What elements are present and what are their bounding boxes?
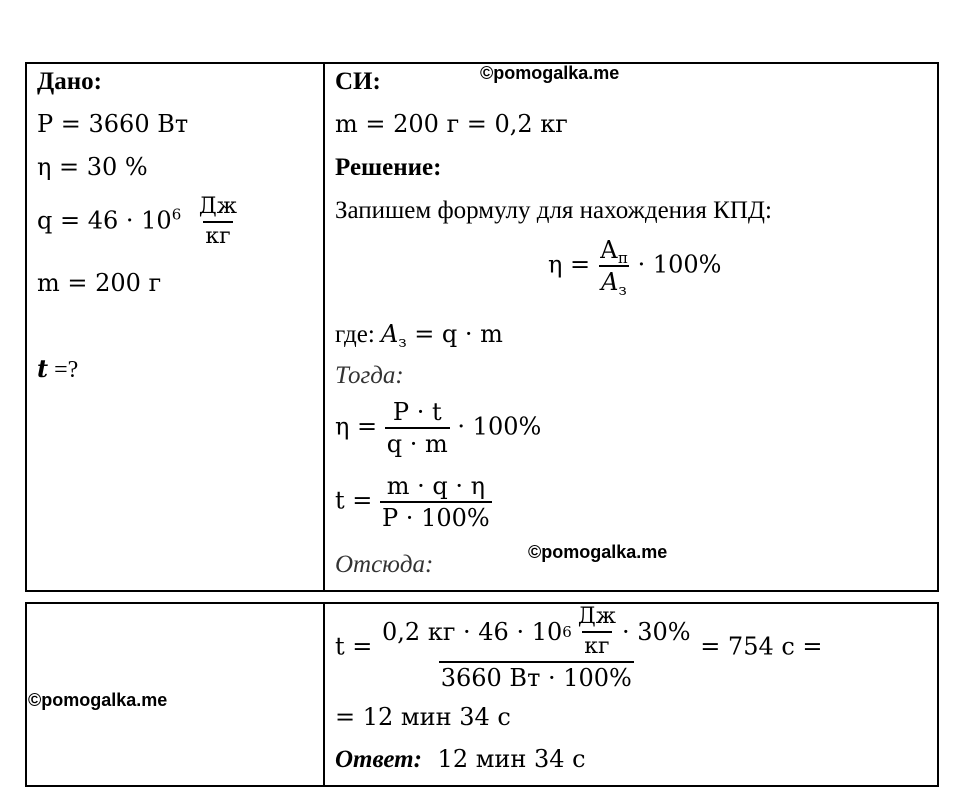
- f1-lhs: η =: [548, 250, 591, 279]
- f2-numerator: P · t: [392, 398, 442, 426]
- given-q-unit-num: Дж: [198, 194, 238, 219]
- formula-efficiency-expanded: [335, 400, 541, 456]
- calc-lhs: t =: [335, 632, 373, 661]
- where-symbol: A: [381, 320, 399, 348]
- given-q-lhs: q = 46 · 10: [37, 206, 172, 235]
- f3-fraction: [380, 474, 492, 530]
- where-rhs: = q · m: [406, 320, 503, 348]
- solution-intro: Запишем формулу для нахождения КПД:: [335, 197, 772, 224]
- bottom-table-divider: [323, 602, 325, 787]
- calc-rhs: = 754 с =: [700, 632, 823, 661]
- calc-fraction: [380, 606, 693, 690]
- answer-value: 12 мин 34 с: [437, 745, 586, 773]
- given-unknown-var: t: [37, 354, 49, 383]
- hence-label: Отсюда:: [335, 551, 434, 578]
- f2-fraction: [385, 400, 450, 456]
- formula-time: [335, 474, 492, 530]
- given-unknown-rest: =?: [48, 357, 79, 383]
- given-q-unit: [197, 196, 239, 248]
- where-label: где:: [335, 321, 382, 348]
- calc-line2: = 12 мин 34 с: [335, 703, 511, 731]
- f1-denominator: $A_з$: [599, 265, 629, 294]
- then-label: Тогда:: [335, 362, 404, 389]
- given-q-exponent: 6: [171, 205, 182, 224]
- si-mass: m = 200 г = 0,2 кг: [335, 110, 568, 138]
- top-table-divider: [323, 62, 325, 592]
- answer-line: [335, 747, 586, 772]
- calc-denominator: 3660 Вт · 100%: [439, 661, 634, 690]
- calc-formula: [335, 606, 823, 690]
- watermark-bottom-left: ©pomogalka.me: [28, 690, 168, 710]
- f3-denominator: P · 100%: [380, 501, 492, 530]
- f2-rhs: · 100%: [457, 412, 542, 441]
- f1-numerator: $А_п$: [599, 236, 628, 267]
- f1-rhs: · 100%: [637, 250, 722, 279]
- si-heading: СИ:: [335, 68, 381, 95]
- given-efficiency: η = 30 %: [37, 153, 148, 181]
- watermark-middle: ©pomogalka.me: [528, 542, 668, 562]
- answer-label: Ответ:: [335, 746, 422, 773]
- calc-numerator: 0,2 кг · 46 · 10 6 $\frac{Дж}{кг}$ · 30%: [382, 604, 691, 659]
- given-mass: m = 200 г: [37, 269, 162, 297]
- watermark-top: ©pomogalka.me: [480, 63, 620, 83]
- solution-heading: Решение:: [335, 154, 442, 181]
- where-line: [335, 320, 503, 351]
- f1-fraction: [598, 236, 630, 299]
- calc-unit: $\frac{Дж}{кг}$: [577, 604, 616, 659]
- given-unknown: [37, 354, 79, 383]
- where-subscript: з: [398, 333, 407, 351]
- given-q-unit-den: кг: [203, 221, 232, 248]
- given-heat-value: [37, 196, 239, 248]
- given-power: P = 3660 Вт: [37, 110, 189, 138]
- f3-numerator: m · q · η: [386, 472, 485, 500]
- formula-efficiency: [548, 236, 722, 299]
- f2-lhs: η =: [335, 412, 378, 441]
- given-heading: Дано:: [37, 68, 102, 95]
- f2-denominator: q · m: [385, 427, 450, 456]
- f3-lhs: t =: [335, 486, 373, 515]
